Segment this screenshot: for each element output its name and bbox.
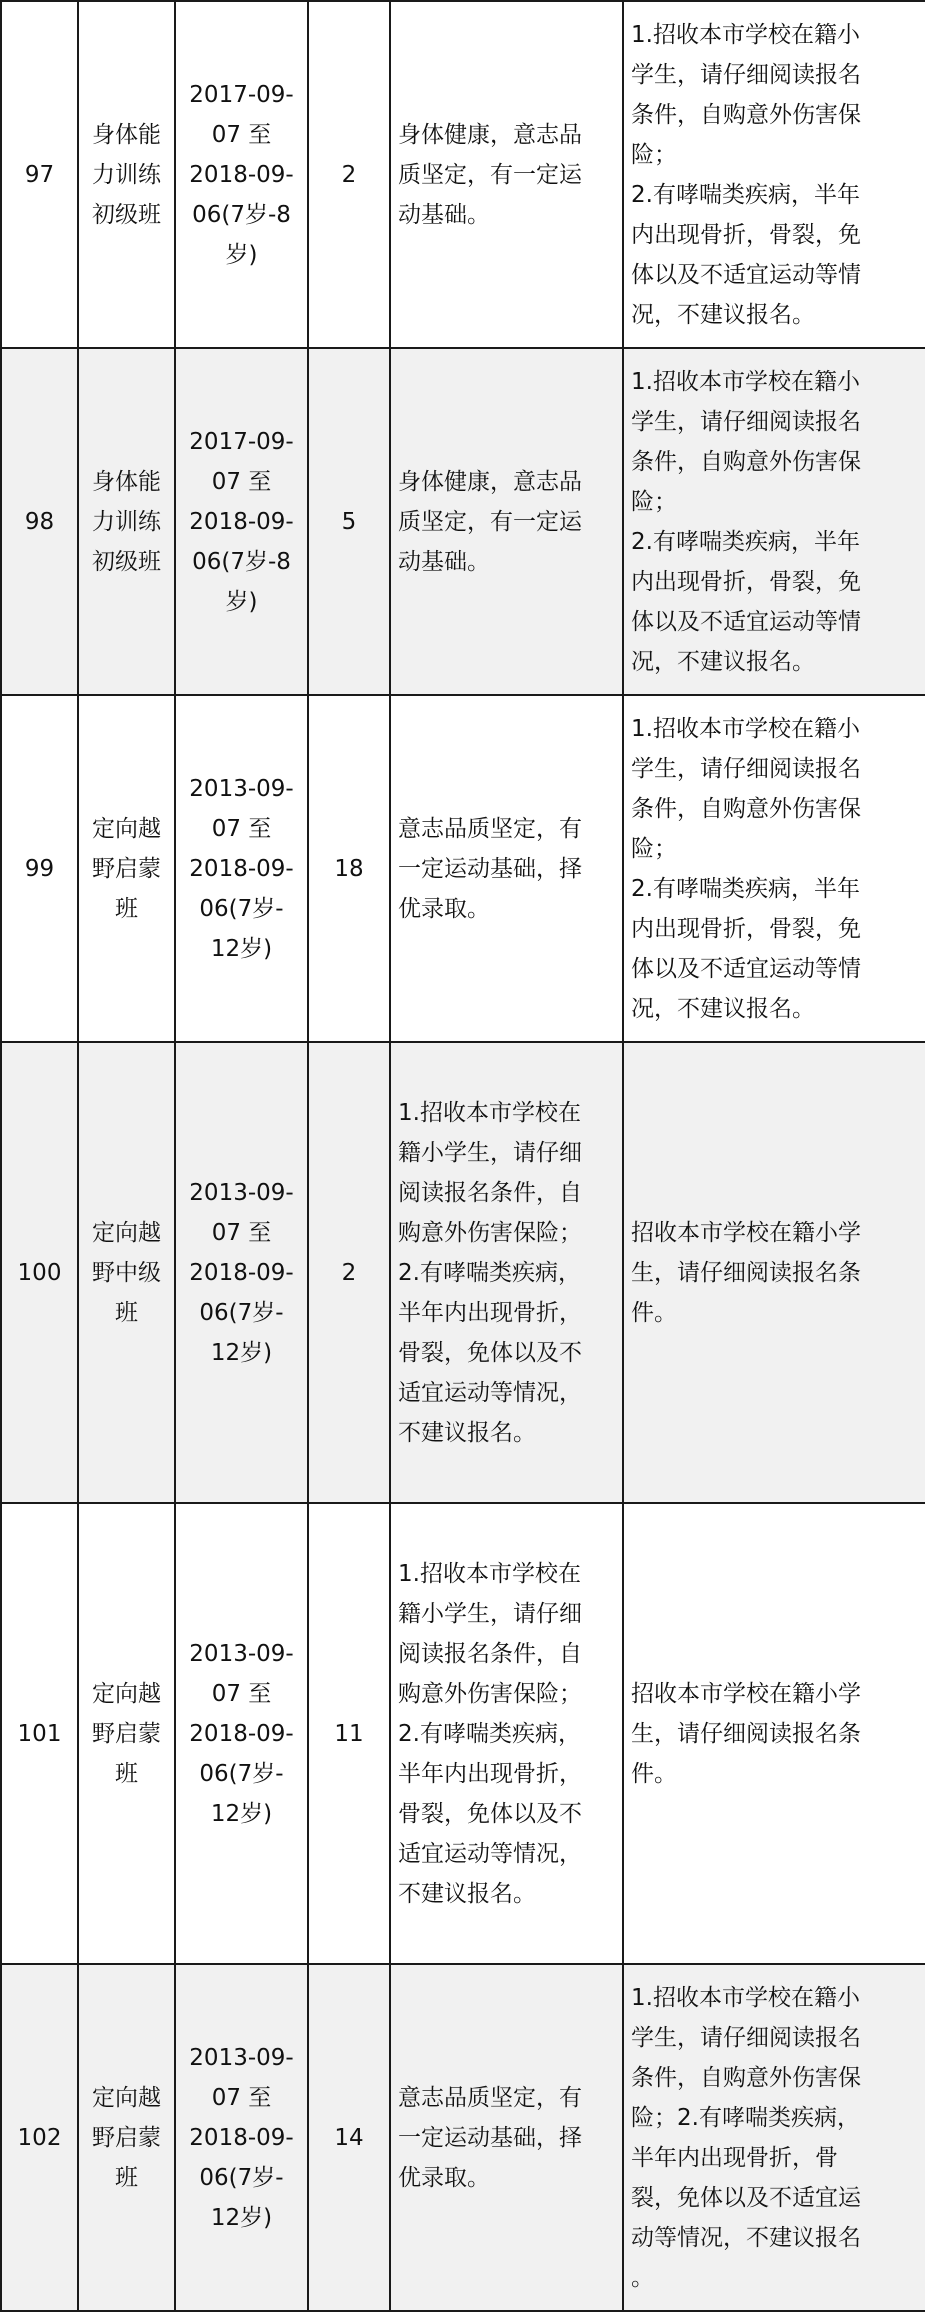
serial-number-text: 97 (24, 161, 55, 188)
cell-course-name (78, 695, 175, 1042)
cell-note (623, 348, 925, 695)
note-text: 1.招收本市学校在籍小 学生，请仔细阅读报名 条件，自购意外伤害保 险； 2.有哮喘类疾病，半年 内出现骨折，骨裂，免 体以及不适宜运动等情 况，不建议报名。 (631, 21, 861, 328)
table-row (1, 1, 925, 348)
cell-age-range (175, 1964, 308, 2311)
note-text: 1.招收本市学校在籍小 学生，请仔细阅读报名 条件，自购意外伤害保 险； 2.有哮喘类疾病，半年 内出现骨折，骨裂，免 体以及不适宜运动等情 况，不建议报名。 (631, 368, 861, 675)
quota-text: 2 (341, 161, 357, 188)
serial-number-text: 99 (24, 855, 55, 882)
cell-quota (308, 1, 390, 348)
cell-course-name (78, 1, 175, 348)
quota-text: 14 (334, 2124, 364, 2151)
cell-age-range (175, 1503, 308, 1964)
quota-text: 5 (341, 508, 357, 535)
age-range-text: 2017-09- 07 至 2018-09- 06(7岁-8 岁) (189, 428, 294, 615)
course-table-body (1, 1, 925, 2311)
cell-course-name (78, 1503, 175, 1964)
cell-serial-number (1, 695, 78, 1042)
cell-serial-number (1, 1964, 78, 2311)
cell-quota (308, 348, 390, 695)
cell-age-range (175, 348, 308, 695)
course-name-text: 定向越 野启蒙 班 (92, 815, 161, 922)
requirement-text: 1.招收本市学校在 籍小学生，请仔细 阅读报名条件，自 购意外伤害保险； 2.有哮喘类疾病， 半年内出现骨折， 骨裂，免体以及不 适宜运动等情况， 不建议报名。 (398, 1560, 582, 1907)
cell-serial-number (1, 1042, 78, 1503)
age-range-text: 2013-09- 07 至 2018-09- 06(7岁- 12岁) (189, 1179, 294, 1366)
table-row (1, 348, 925, 695)
note-text: 1.招收本市学校在籍小 学生，请仔细阅读报名 条件，自购意外伤害保 险；2.有哮喘类疾病， 半年内出现骨折，骨 裂，免体以及不适宜运 动等情况，不建议报名 。 (631, 1984, 861, 2291)
cell-requirement (390, 1503, 623, 1964)
cell-note (623, 1964, 925, 2311)
note-text: 招收本市学校在籍小学 生，请仔细阅读报名条 件。 (631, 1219, 861, 1326)
requirement-text: 身体健康，意志品 质坚定，有一定运 动基础。 (398, 468, 582, 575)
requirement-text: 意志品质坚定，有 一定运动基础，择 优录取。 (398, 815, 582, 922)
cell-age-range (175, 695, 308, 1042)
age-range-text: 2013-09- 07 至 2018-09- 06(7岁- 12岁) (189, 1640, 294, 1827)
age-range-text: 2017-09- 07 至 2018-09- 06(7岁-8 岁) (189, 81, 294, 268)
cell-quota (308, 1042, 390, 1503)
serial-number-text: 98 (24, 508, 55, 535)
cell-note (623, 695, 925, 1042)
cell-requirement (390, 1042, 623, 1503)
course-name-text: 身体能 力训练 初级班 (92, 121, 161, 228)
table-row (1, 1964, 925, 2311)
cell-serial-number (1, 1503, 78, 1964)
cell-requirement (390, 1, 623, 348)
quota-text: 2 (341, 1259, 357, 1286)
note-text: 招收本市学校在籍小学 生，请仔细阅读报名条 件。 (631, 1680, 861, 1787)
requirement-text: 身体健康，意志品 质坚定，有一定运 动基础。 (398, 121, 582, 228)
cell-quota (308, 1503, 390, 1964)
cell-course-name (78, 1042, 175, 1503)
course-name-text: 定向越 野启蒙 班 (92, 1680, 161, 1787)
cell-serial-number (1, 1, 78, 348)
course-name-text: 身体能 力训练 初级班 (92, 468, 161, 575)
requirement-text: 1.招收本市学校在 籍小学生，请仔细 阅读报名条件，自 购意外伤害保险； 2.有哮喘类疾病， 半年内出现骨折， 骨裂，免体以及不 适宜运动等情况， 不建议报名。 (398, 1099, 582, 1446)
cell-quota (308, 1964, 390, 2311)
cell-quota (308, 695, 390, 1042)
course-name-text: 定向越 野启蒙 班 (92, 2084, 161, 2191)
note-text: 1.招收本市学校在籍小 学生，请仔细阅读报名 条件，自购意外伤害保 险； 2.有哮喘类疾病，半年 内出现骨折，骨裂，免 体以及不适宜运动等情 况，不建议报名。 (631, 715, 861, 1022)
quota-text: 11 (334, 1720, 364, 1747)
serial-number-text: 100 (17, 1259, 62, 1286)
table-row (1, 695, 925, 1042)
cell-serial-number (1, 348, 78, 695)
cell-course-name (78, 1964, 175, 2311)
age-range-text: 2013-09- 07 至 2018-09- 06(7岁- 12岁) (189, 2044, 294, 2231)
cell-age-range (175, 1042, 308, 1503)
serial-number-text: 102 (17, 2124, 62, 2151)
quota-text: 18 (334, 855, 364, 882)
cell-note (623, 1, 925, 348)
requirement-text: 意志品质坚定，有 一定运动基础，择 优录取。 (398, 2084, 582, 2191)
cell-course-name (78, 348, 175, 695)
table-row (1, 1503, 925, 1964)
cell-requirement (390, 695, 623, 1042)
cell-age-range (175, 1, 308, 348)
cell-requirement (390, 348, 623, 695)
table-row (1, 1042, 925, 1503)
course-name-text: 定向越 野中级 班 (92, 1219, 161, 1326)
serial-number-text: 101 (17, 1720, 62, 1747)
cell-note (623, 1042, 925, 1503)
age-range-text: 2013-09- 07 至 2018-09- 06(7岁- 12岁) (189, 775, 294, 962)
cell-note (623, 1503, 925, 1964)
cell-requirement (390, 1964, 623, 2311)
